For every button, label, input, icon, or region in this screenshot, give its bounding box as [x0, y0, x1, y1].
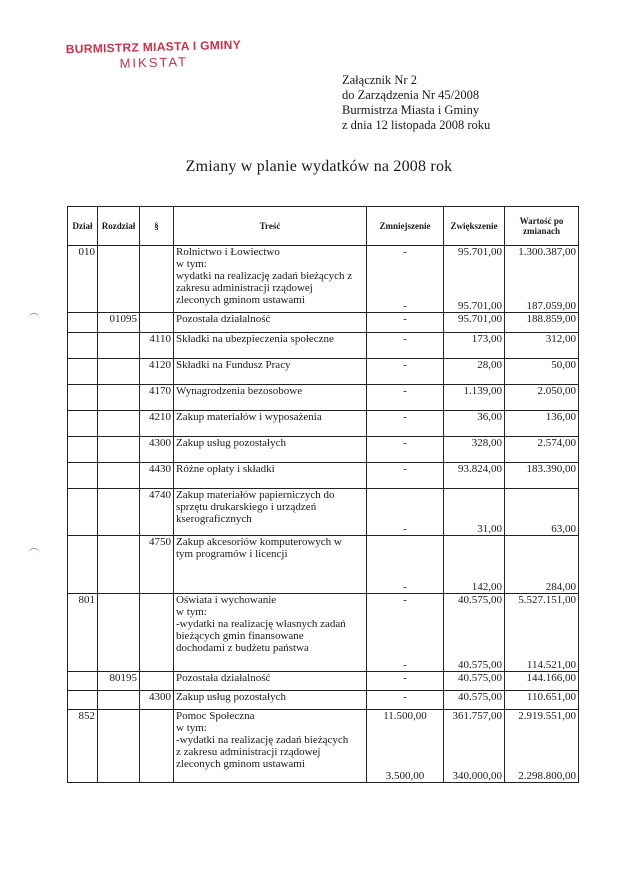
table-row [68, 672, 579, 691]
cell-zwiekszenie [444, 246, 505, 313]
table-row [68, 536, 579, 594]
table-row [68, 359, 579, 385]
cell-rozdzial [98, 594, 140, 672]
expenditure-table [67, 206, 579, 783]
tresc-line: zleconych gminom ustawami [176, 758, 305, 770]
cell-paragraf [140, 594, 174, 672]
cell-dzial: 010 [68, 246, 98, 313]
col-header-zmniejszenie: Zmniejszenie [367, 207, 444, 246]
tresc-line: Zakup materiałów papierniczych do [176, 489, 335, 501]
cell-wartosc: 2.574,00 [505, 437, 579, 463]
cell-zmniejszenie [367, 594, 444, 672]
cell-tresc [174, 672, 367, 691]
cell-dzial [68, 691, 98, 710]
cell-paragraf: 4210 [140, 411, 174, 437]
table-row [68, 489, 579, 536]
cell-dzial [68, 437, 98, 463]
cell-rozdzial [98, 437, 140, 463]
cell-zmniejszenie: - [367, 536, 444, 594]
cell-wartosc-top: 2.919.551,00 [518, 710, 576, 722]
stamp-line-2: MIKSTAT [119, 54, 189, 71]
col-header-paragraf: § [140, 207, 174, 246]
cell-paragraf: 4300 [140, 437, 174, 463]
tresc-line: z zakresu administracji rządowej [176, 746, 321, 758]
cell-wartosc: 63,00 [505, 489, 579, 536]
cell-zwiekszenie-top: 95.701,00 [458, 246, 502, 258]
tresc-line: Składki na Fundusz Pracy [176, 359, 291, 371]
cell-zwiekszenie-bottom: 40.575,00 [458, 659, 502, 671]
cell-wartosc: 144.166,00 [505, 672, 579, 691]
scan-mark [28, 313, 40, 320]
cell-wartosc: 136,00 [505, 411, 579, 437]
office-stamp [66, 38, 242, 73]
cell-paragraf: 4300 [140, 691, 174, 710]
cell-zwiekszenie-bottom: 340.000,00 [452, 770, 502, 782]
cell-zwiekszenie: 31,00 [444, 489, 505, 536]
cell-paragraf: 4120 [140, 359, 174, 385]
tresc-line: dochodami z budżetu państwa [176, 642, 309, 654]
tresc-line: Zakup materiałów i wyposażenia [176, 411, 322, 423]
cell-dzial [68, 489, 98, 536]
cell-zwiekszenie: 142,00 [444, 536, 505, 594]
cell-tresc [174, 463, 367, 489]
table-row [68, 710, 579, 783]
cell-paragraf: 4740 [140, 489, 174, 536]
cell-wartosc-top: 5.527.151,00 [518, 594, 576, 606]
annex-line-4: z dnia 12 listopada 2008 roku [342, 118, 491, 132]
tresc-line: Różne opłaty i składki [176, 463, 275, 475]
tresc-line: Pomoc Społeczna [176, 710, 255, 722]
tresc-line: w tym: [176, 722, 207, 734]
cell-zwiekszenie: 93.824,00 [444, 463, 505, 489]
tresc-line: tym programów i licencji [176, 548, 288, 560]
cell-zwiekszenie: 40.575,00 [444, 691, 505, 710]
cell-paragraf [140, 710, 174, 783]
cell-zwiekszenie: 28,00 [444, 359, 505, 385]
tresc-line: Zakup akcesoriów komputerowych w [176, 536, 342, 548]
cell-paragraf: 4170 [140, 385, 174, 411]
col-header-zwiekszenie: Zwiększenie [444, 207, 505, 246]
cell-dzial [68, 536, 98, 594]
table-header-row [68, 207, 579, 246]
col-header-rozdzial: Rozdział [98, 207, 140, 246]
cell-tresc [174, 313, 367, 333]
tresc-line: Zakup usług pozostałych [176, 437, 286, 449]
tresc-line: Oświata i wychowanie [176, 594, 277, 606]
cell-wartosc: 2.050,00 [505, 385, 579, 411]
cell-zwiekszenie-bottom: 95.701,00 [458, 300, 502, 312]
cell-zwiekszenie: 36,00 [444, 411, 505, 437]
cell-tresc [174, 333, 367, 359]
cell-wartosc: 284,00 [505, 536, 579, 594]
tresc-line: wydatki na realizację zadań bieżących z [176, 270, 353, 282]
tresc-line: Pozostała działalność [176, 313, 271, 325]
cell-paragraf [140, 313, 174, 333]
cell-zmniejszenie: - [367, 489, 444, 536]
tresc-line: Zakup usług pozostałych [176, 691, 286, 703]
cell-rozdzial: 80195 [98, 672, 140, 691]
tresc-line: Wynagrodzenia bezosobowe [176, 385, 303, 397]
cell-wartosc [505, 710, 579, 783]
cell-dzial [68, 385, 98, 411]
annex-line-3: Burmistrza Miasta i Gminy [342, 103, 480, 117]
annex-line-1: Załącznik Nr 2 [342, 73, 417, 87]
cell-wartosc: 110.651,00 [505, 691, 579, 710]
tresc-line: w tym: [176, 606, 207, 618]
cell-zwiekszenie [444, 710, 505, 783]
table-row [68, 691, 579, 710]
table-row [68, 594, 579, 672]
document-title: Zmiany w planie wydatków na 2008 rok [185, 158, 453, 175]
cell-zwiekszenie: 328,00 [444, 437, 505, 463]
cell-wartosc [505, 246, 579, 313]
table-row [68, 246, 579, 313]
cell-paragraf: 4750 [140, 536, 174, 594]
cell-zmniejszenie-top: - [403, 246, 407, 258]
cell-zmniejszenie-bottom: 3.500,00 [385, 770, 425, 782]
cell-wartosc: 188.859,00 [505, 313, 579, 333]
cell-paragraf: 4430 [140, 463, 174, 489]
cell-wartosc-top: 1.300.387,00 [518, 246, 576, 258]
annex-line-2: do Zarządzenia Nr 45/2008 [342, 88, 480, 102]
cell-rozdzial [98, 691, 140, 710]
tresc-line: sprzętu drukarskiego i urządzeń [176, 501, 317, 513]
tresc-line: Pozostała działalność [176, 672, 271, 684]
cell-wartosc: 50,00 [505, 359, 579, 385]
table-row [68, 333, 579, 359]
cell-zmniejszenie [367, 246, 444, 313]
tresc-line: Rolnictwo i Łowiectwo [176, 246, 280, 258]
cell-zmniejszenie: - [367, 672, 444, 691]
cell-zmniejszenie: - [367, 463, 444, 489]
cell-zwiekszenie: 40.575,00 [444, 672, 505, 691]
cell-wartosc-bottom: 187.059,00 [526, 300, 576, 312]
tresc-line: kserograficznych [176, 513, 252, 525]
annex-header [342, 73, 490, 133]
cell-paragraf [140, 672, 174, 691]
cell-zwiekszenie-top: 361.757,00 [452, 710, 502, 722]
cell-zmniejszenie-bottom: - [403, 659, 407, 671]
cell-dzial: 801 [68, 594, 98, 672]
tresc-line: bieżących gmin finansowane [176, 630, 304, 642]
cell-zmniejszenie [367, 710, 444, 783]
table-row [68, 385, 579, 411]
cell-wartosc: 183.390,00 [505, 463, 579, 489]
cell-dzial [68, 333, 98, 359]
cell-dzial [68, 672, 98, 691]
cell-rozdzial: 01095 [98, 313, 140, 333]
cell-tresc [174, 411, 367, 437]
cell-tresc [174, 359, 367, 385]
tresc-line: -wydatki na realizację zadań bieżących [176, 734, 349, 746]
cell-rozdzial [98, 385, 140, 411]
stamp-line-1: BURMISTRZ MIASTA I GMINY [65, 37, 242, 57]
col-header-dzial: Dział [68, 207, 98, 246]
cell-zwiekszenie: 1.139,00 [444, 385, 505, 411]
cell-paragraf [140, 246, 174, 313]
tresc-line: zleconych gminom ustawami [176, 294, 305, 306]
cell-zmniejszenie: - [367, 411, 444, 437]
cell-dzial [68, 463, 98, 489]
cell-dzial [68, 411, 98, 437]
cell-zmniejszenie: - [367, 437, 444, 463]
cell-zwiekszenie-top: 40.575,00 [458, 594, 502, 606]
cell-rozdzial [98, 710, 140, 783]
cell-wartosc-bottom: 114.521,00 [526, 659, 576, 671]
cell-zmniejszenie: - [367, 313, 444, 333]
cell-tresc [174, 536, 367, 594]
scan-mark [28, 548, 40, 555]
cell-rozdzial [98, 333, 140, 359]
cell-tresc [174, 710, 367, 783]
cell-zwiekszenie [444, 594, 505, 672]
tresc-line: Składki na ubezpieczenia społeczne [176, 333, 334, 345]
cell-rozdzial [98, 359, 140, 385]
cell-dzial: 852 [68, 710, 98, 783]
cell-zmniejszenie: - [367, 359, 444, 385]
col-header-wartosc: Wartość po zmianach [505, 207, 579, 246]
tresc-line: zakresu administracji rządowej [176, 282, 313, 294]
cell-zmniejszenie: - [367, 691, 444, 710]
cell-zmniejszenie-bottom: - [403, 300, 407, 312]
cell-wartosc: 312,00 [505, 333, 579, 359]
cell-paragraf: 4110 [140, 333, 174, 359]
cell-zmniejszenie: - [367, 385, 444, 411]
cell-rozdzial [98, 411, 140, 437]
table-row [68, 411, 579, 437]
col-header-tresc: Treść [174, 207, 367, 246]
cell-zmniejszenie-top: 11.500,00 [383, 710, 427, 722]
cell-rozdzial [98, 246, 140, 313]
cell-zwiekszenie: 173,00 [444, 333, 505, 359]
cell-zmniejszenie: - [367, 333, 444, 359]
table-row [68, 313, 579, 333]
cell-zwiekszenie: 95.701,00 [444, 313, 505, 333]
cell-rozdzial [98, 536, 140, 594]
tresc-line: w tym: [176, 258, 207, 270]
tresc-line: -wydatki na realizację własnych zadań [176, 618, 346, 630]
cell-rozdzial [98, 463, 140, 489]
cell-wartosc-bottom: 2.298.800,00 [518, 770, 576, 782]
cell-tresc [174, 385, 367, 411]
cell-zmniejszenie-top: - [403, 594, 407, 606]
cell-tresc [174, 691, 367, 710]
cell-dzial [68, 313, 98, 333]
cell-rozdzial [98, 489, 140, 536]
cell-tresc [174, 437, 367, 463]
table-row [68, 437, 579, 463]
cell-dzial [68, 359, 98, 385]
cell-tresc [174, 489, 367, 536]
table-row [68, 463, 579, 489]
cell-tresc [174, 594, 367, 672]
cell-wartosc [505, 594, 579, 672]
cell-tresc [174, 246, 367, 313]
